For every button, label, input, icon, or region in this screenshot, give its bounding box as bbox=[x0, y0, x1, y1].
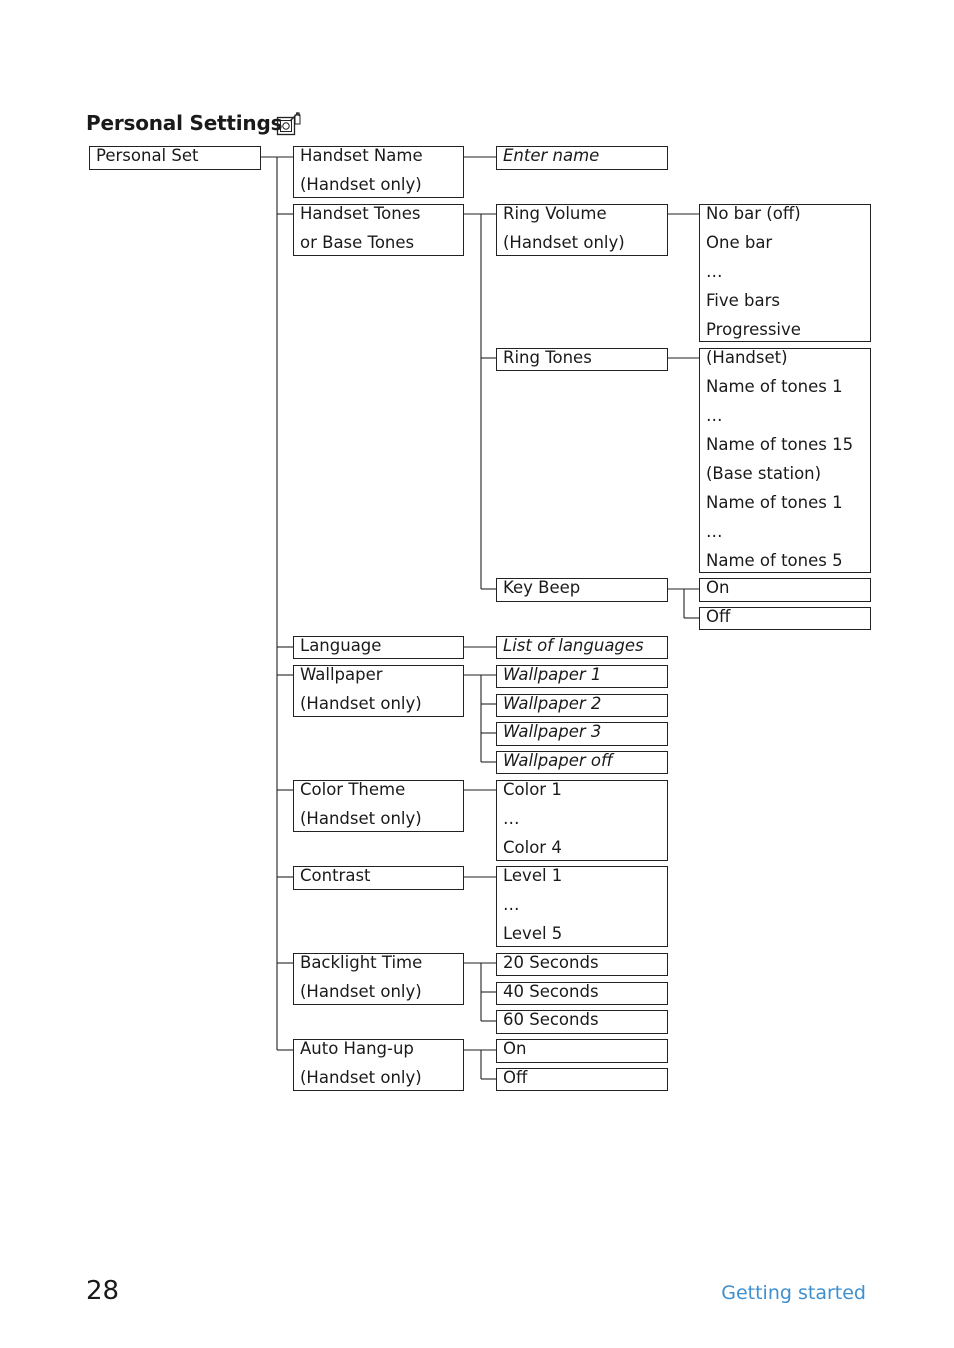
handset-name-box bbox=[293, 146, 464, 198]
page-title: Personal Settings bbox=[86, 111, 283, 135]
wallpaper-1-box bbox=[496, 665, 668, 688]
seconds-60-box bbox=[496, 1010, 668, 1034]
backlight-time-box bbox=[293, 953, 464, 1005]
box-label: Handset Name bbox=[300, 146, 423, 165]
box-label: Auto Hang-up bbox=[300, 1039, 414, 1058]
box-label: (Handset) bbox=[706, 348, 788, 367]
box-label: … bbox=[503, 809, 520, 828]
box-label: Name of tones 5 bbox=[706, 551, 843, 570]
wallpaper-off-box bbox=[496, 751, 668, 774]
box-label: Contrast bbox=[300, 866, 371, 885]
box-label: (Handset only) bbox=[300, 694, 422, 713]
language-box bbox=[293, 636, 464, 659]
box-label: (Handset only) bbox=[300, 809, 422, 828]
enter-name-box bbox=[496, 146, 668, 170]
volume-options-box bbox=[699, 204, 871, 342]
box-label: Level 5 bbox=[503, 924, 563, 943]
page-number: 28 bbox=[86, 1276, 120, 1306]
beep-on-box bbox=[699, 578, 871, 602]
box-label: (Handset only) bbox=[300, 1068, 422, 1087]
ring-tones-box bbox=[496, 348, 668, 371]
seconds-40-box bbox=[496, 982, 668, 1005]
wallpaper-box bbox=[293, 665, 464, 717]
box-label: One bar bbox=[706, 233, 773, 252]
box-label: Color Theme bbox=[300, 780, 406, 799]
box-label: Handset Tones bbox=[300, 204, 421, 223]
color-theme-box bbox=[293, 780, 464, 832]
hangup-off-box bbox=[496, 1068, 668, 1091]
box-label: Personal Set bbox=[96, 146, 199, 165]
box-label: Wallpaper 2 bbox=[503, 694, 602, 713]
box-label: … bbox=[503, 895, 520, 914]
box-label: 20 Seconds bbox=[503, 953, 599, 972]
box-label: Ring Tones bbox=[503, 348, 592, 367]
seconds-20-box bbox=[496, 953, 668, 976]
box-label: Progressive bbox=[706, 320, 801, 339]
list-of-languages-box bbox=[496, 636, 668, 659]
box-label: Off bbox=[503, 1068, 528, 1087]
box-label: Wallpaper 3 bbox=[503, 722, 602, 741]
box-label: (Base station) bbox=[706, 464, 822, 483]
wallpaper-3-box bbox=[496, 722, 668, 746]
box-label: 40 Seconds bbox=[503, 982, 599, 1001]
box-label: or Base Tones bbox=[300, 233, 415, 252]
box-label: Key Beep bbox=[503, 578, 581, 597]
box-label: Wallpaper 1 bbox=[503, 665, 602, 684]
box-label: Level 1 bbox=[503, 866, 563, 885]
hangup-on-box bbox=[496, 1039, 668, 1063]
key-beep-box bbox=[496, 578, 668, 602]
levels-box bbox=[496, 866, 668, 947]
box-label: … bbox=[706, 406, 723, 425]
box-label: Enter name bbox=[503, 146, 600, 165]
personal-set-box bbox=[89, 146, 261, 170]
handset-tones-box bbox=[293, 204, 464, 256]
box-label: On bbox=[706, 578, 730, 597]
box-label: Wallpaper off bbox=[503, 751, 613, 770]
contrast-box bbox=[293, 866, 464, 890]
ring-volume-box bbox=[496, 204, 668, 256]
wallpaper-2-box bbox=[496, 694, 668, 717]
beep-off-box bbox=[699, 607, 871, 630]
colors-box bbox=[496, 780, 668, 861]
box-label: Name of tones 15 bbox=[706, 435, 854, 454]
box-label: 60 Seconds bbox=[503, 1010, 599, 1029]
box-label: List of languages bbox=[503, 636, 644, 655]
box-label: Off bbox=[706, 607, 731, 626]
tone-options-box bbox=[699, 348, 871, 573]
auto-hangup-box bbox=[293, 1039, 464, 1091]
box-label: On bbox=[503, 1039, 527, 1058]
box-label: Ring Volume bbox=[503, 204, 607, 223]
section-name: Getting started bbox=[721, 1282, 866, 1304]
box-label: Name of tones 1 bbox=[706, 493, 843, 512]
box-label: (Handset only) bbox=[300, 982, 422, 1001]
box-label: Backlight Time bbox=[300, 953, 423, 972]
box-label: (Handset only) bbox=[300, 175, 422, 194]
box-label: Language bbox=[300, 636, 382, 655]
box-label: Wallpaper bbox=[300, 665, 383, 684]
box-label: Color 4 bbox=[503, 838, 562, 857]
box-label: Five bars bbox=[706, 291, 781, 310]
box-label: No bar (off) bbox=[706, 204, 801, 223]
box-label: Color 1 bbox=[503, 780, 562, 799]
box-label: (Handset only) bbox=[503, 233, 625, 252]
box-label: Name of tones 1 bbox=[706, 377, 843, 396]
box-label: … bbox=[706, 262, 723, 281]
box-label: … bbox=[706, 522, 723, 541]
